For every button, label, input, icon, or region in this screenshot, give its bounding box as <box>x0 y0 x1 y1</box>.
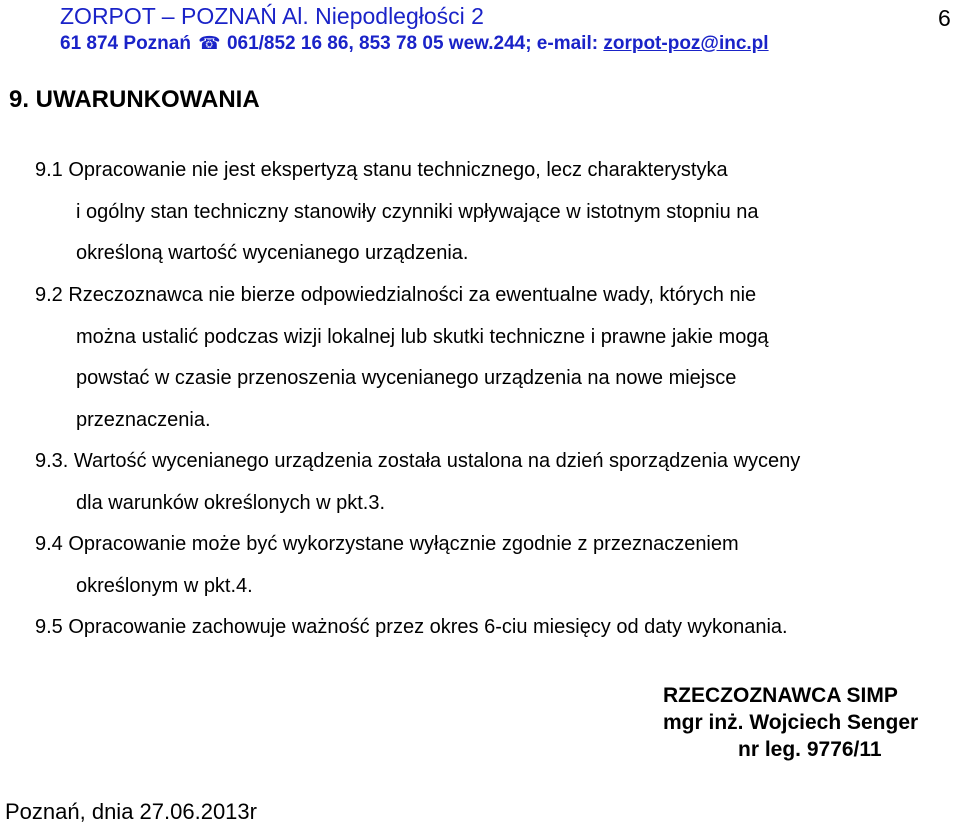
paragraph-9-2-line-2: można ustalić podczas wizji lokalnej lub skutki techniczne i prawne jakie mogą <box>76 326 769 348</box>
paragraph-9-2-line-3: powstać w czasie przenoszenia wycenianego urządzenia na nowe miejsce <box>76 367 737 389</box>
header-phones: 061/852 16 86, 853 78 05 wew.244; e-mail: <box>226 33 599 54</box>
page-number: 6 <box>938 5 951 31</box>
signature-registration: nr leg. 9776/11 <box>738 738 882 761</box>
paragraph-9-2-line-4: przeznaczenia. <box>76 409 211 431</box>
header-address: ZORPOT – POZNAŃ Al. Niepodległości 2 <box>60 3 484 29</box>
paragraph-9-2-line-1: 9.2 Rzeczoznawca nie bierze odpowiedzialności za ewentualne wady, których nie <box>35 284 757 306</box>
signature-name: mgr inż. Wojciech Senger <box>663 711 919 734</box>
paragraph-9-5-line-1: 9.5 Opracowanie zachowuje ważność przez okres 6-ciu miesięcy od daty wykonania. <box>35 616 788 638</box>
signature-title: RZECZOZNAWCA SIMP <box>663 684 898 707</box>
paragraph-9-4-line-2: określonym w pkt.4. <box>76 575 253 597</box>
paragraph-9-4-line-1: 9.4 Opracowanie może być wykorzystane wyłącznie zgodnie z przeznaczeniem <box>35 533 739 555</box>
email-link[interactable]: zorpot-poz@inc.pl <box>603 33 769 54</box>
paragraph-9-1-line-2: i ogólny stan techniczny stanowiły czynniki wpływające w istotnym stopniu na <box>76 201 759 223</box>
paragraph-9-1-line-1: 9.1 Opracowanie nie jest ekspertyzą stanu technicznego, lecz charakterystyka <box>35 159 728 181</box>
section-heading: 9. UWARUNKOWANIA <box>9 86 260 113</box>
paragraph-9-1-line-3: określoną wartość wycenianego urządzenia. <box>76 242 469 264</box>
paragraph-9-3-line-2: dla warunków określonych w pkt.3. <box>76 492 386 514</box>
phone-icon: ☎ <box>198 33 221 53</box>
header-city: 61 874 Poznań <box>60 33 191 54</box>
place-and-date: Poznań, dnia 27.06.2013r <box>5 799 257 824</box>
paragraph-9-3-line-1: 9.3. Wartość wycenianego urządzenia została ustalona na dzień sporządzenia wyceny <box>35 450 801 472</box>
header-contact <box>60 31 769 56</box>
